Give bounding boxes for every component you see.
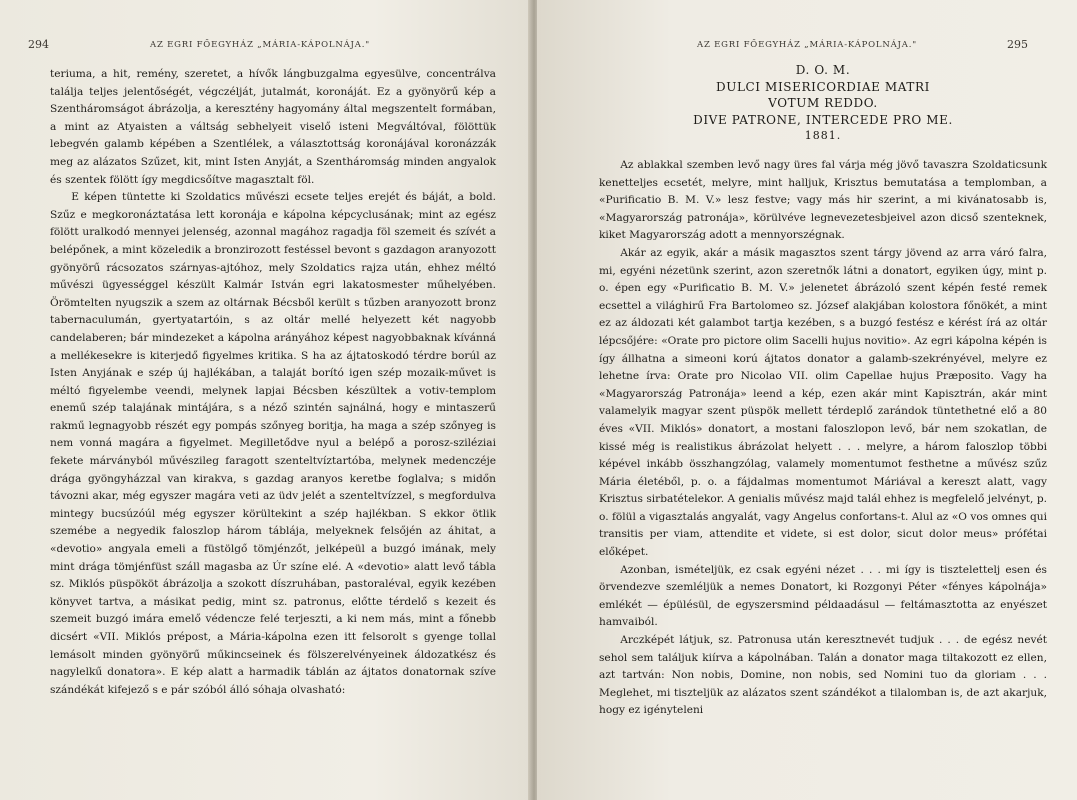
dedication-inscription bbox=[599, 62, 1047, 145]
running-head-right: AZ EGRI FŐEGYHÁZ „MÁRIA-KÁPOLNÁJA." bbox=[697, 40, 917, 50]
left-page bbox=[0, 0, 532, 800]
page-number-right: 295 bbox=[1007, 38, 1028, 51]
right-page-body bbox=[599, 157, 1047, 720]
dedication-line: VOTUM REDDO. bbox=[768, 96, 878, 110]
left-page-body bbox=[50, 66, 496, 699]
paragraph: Arczképét látjuk, sz. Patronusa után keresztnevét tudjuk . . . de egész nevét sehol sem találjuk kiírva a kápolnában. Talán a donator maga tiltakozott ez ellen, azt tartván: Non nobis, Domine, non nobis, sed Nomini tuo da gloriam . . . Meglehet, mi tiszteljük az alázatos szent szándékot a tilalomban is, de azt akarjuk, hogy ez igényteleni bbox=[599, 634, 1047, 717]
dedication-line: D. O. M. bbox=[795, 63, 851, 77]
paragraph: Az ablakkal szemben levő nagy üres fal várja még jövő tavaszra Szoldaticsunk kenetteljes ecsetét, melyre, mint halljuk, Krisztus bemutatása a templomban, a «Purificatio B. M. V.» lesz festve; vagy más hir szerint, a mi kivánatosabb is, «Magyarország patronája», körülvéve legnevezetesbjeivel azon dicső szenteknek, kiket Magyarország adott a mennyorszégnak. bbox=[599, 159, 1047, 242]
dedication-year: 1881. bbox=[804, 129, 842, 142]
paragraph: E képen tüntette ki Szoldatics művészi ecsete teljes erejét és báját, a bold. Szűz e megkoronáztatása lett koronája e kápolna képcyclusának; mint az egész fölött uralkodó mennyei jelenség, azonnal magához ragadja föl szemeit és szívét a belépőnek, a mint közeledik a bronzirozott festéssel bevont s gazdagon aranyozott gyönyörű rácsozatos szárnyas-ajtóhoz, mely Szoldatics rajza után, ehhez méltó művészi ügyességgel készült Kalmár István egri lakatosmester műhelyében. Örömtelten nyugszik a szem az oltárnak Bécsből került s tűzben aranyozott bronz tabernaculumán, gyertyatartóin, s az oltár mellé helyezett két nagyobb candelaberen; bár mindezeket a kápolna arányához képest nagyobbaknak kívánná a mellékesekre is kiterjedő figyelmes kritika. S ha az ájtatoskodó térdre borúl az Isten Anyjának e szép új hajlékában, a talaját borító igen szép mozaik-művet is méltó figyelembe veendi, melynek lapjai Bécsben készültek a votiv-templom enemű szép talajának mintájára, s a néző szintén sajnálná, hogy e mintaszerű rakmű legnagyobb részét egy pompás szőnyeg boritja, ha maga a szép szőnyeg is nem vonná magára a figyelmet. Megilletődve nyul a belépő a porosz-sziléziai fekete márványból művészileg faragott szenteltvíztartóba, melynek medenczéje drága gyöngyházzal van kirakva, s gazdag aranyos keretbe foglalva; s midőn távozni akar, még egyszer magára veti az üdv jelét a szenteltvízzel, s megfordulva mintegy bucsúzóúl még egyszer körültekint a szép hajlékban. S ekkor ötlik szemébe a negyedik faloszlop három táblája, melyeknek felsőjén az áhitat, a «devotio» angyala emeli a füstölgő tömjénzőt, jelképeül a buzgó imának, mely mint drága tömjénfüst száll magasba az Úr színe elé. A «devotio» alatt levő tábla sz. Miklós püspököt ábrázolja a szokott díszruhában, pastoraléval, egyik kezében könyvet tartva, a másikat pedig, mint sz. patronus, előtte térdelő s kezeit és szemeit buzgó imára emelő védencze felé terjeszti, a ki nem más, mint a főnebb dicsért «VII. Miklós prépost, a Mária-kápolna ezen itt felsorolt s gyenge tollal lemásolt minden gyönyörű műkincseinek és fölszerelvényeinek áldozatkész és nagylelkű donatora». E kép alatt a harmadik táblán az ájtatos donatornak szíve szándékát kifejező s e pár szóból álló sóhaja olvasható: bbox=[50, 191, 496, 696]
paragraph: teriuma, a hit, remény, szeretet, a hívők lángbuzgalma egyesülve, concentrálva találja teljes jelentőségét, végczélját, jutalmát, koronáját. Ez a gyönyörű kép a Szentháromságot ábrázolja, a keresztény hagyomány által megszentelt formában, a mint az Atyaisten a váltság sebhelyeit viselő isteni Megváltóval, fölöttük lebegvén galamb képében a Szentlélek, a választottság koronájával koronázzák meg az alázatos Szűzet, kit, mint Isten Anyját, a Szentháromság minden angyalok és szentek fölött így megdicsőítve magasztalt föl. bbox=[50, 68, 496, 186]
page-number-left: 294 bbox=[28, 38, 49, 51]
right-page bbox=[537, 0, 1077, 800]
paragraph: Azonban, ismételjük, ez csak egyéni nézet . . . mi így is tisztelettelj esen és örvendezve szemléljük a nemes Donatort, ki Rozgonyi Péter «fényes kápolnája» emlékét — épülésül, de egyszersmind példaadásul — feltámasztotta az enyészet hamvaiból. bbox=[599, 563, 1047, 629]
dedication-line: DULCI MISERICORDIAE MATRI bbox=[716, 79, 930, 94]
dedication-line: DIVE PATRONE, INTERCEDE PRO ME. bbox=[693, 112, 953, 127]
paragraph: Akár az egyik, akár a másik magasztos szent tárgy jövend az arra váró falra, mi, egyéni nézetünk szerint, azon szeretnők látni a donatort, egyiken úgy, mint p. o. épen egy «Purificatio B. M. V.» jelenetet ábrázoló szent képén festé remek ecsettel a világhirű Fra Bartolomeo sz. József alakjában kolostora főnökét, a mint ez az áldozati két galambot tartja kezében, s a buzgó festész e kérést írá az oltár lépcsőjére: «Orate pro pictore olim Sacelli hujus novitio». Az egri kápolna képén is így állhatna a simeoni korú ájtatos donator a galamb-szekrényével, melyre ez lehetne írva: Orate pro Nicolao VII. olim Capellae hujus Præposito. Vagy ha «Magyarország Patronája» leend a kép, ezen akár mint Kapisztrán, akár mint valamelyik magyar szent püspök mellett térdeplő zarándok tüntethetné elő a 80 éves «VII. Miklós» donatort, a mostani faloszlopon levő, bár nem szokatlan, de kissé még is realistikus ábrázolat helyett . . . melyre, a három faloszlop többi képével inkább összhangzólag, valamely momentumot festhetne a művész szűz Mária életéből, p. o. a fájdalmas momentumot Máriával a kereszt alatt, vagy Krisztus sirbatételekor. A genialis művész majd talál ehhez is megfelelő jelvényt, p. o. fölül a vigasztalás angyalát, vagy Angelus confortans-t. Alul az «O vos omnes qui transitis per viam, attendite et videte, si est dolor, sicut dolor meus» prófétai előképet. bbox=[599, 246, 1047, 559]
running-head-left: AZ EGRI FŐEGYHÁZ „MÁRIA-KÁPOLNÁJA." bbox=[150, 40, 370, 50]
